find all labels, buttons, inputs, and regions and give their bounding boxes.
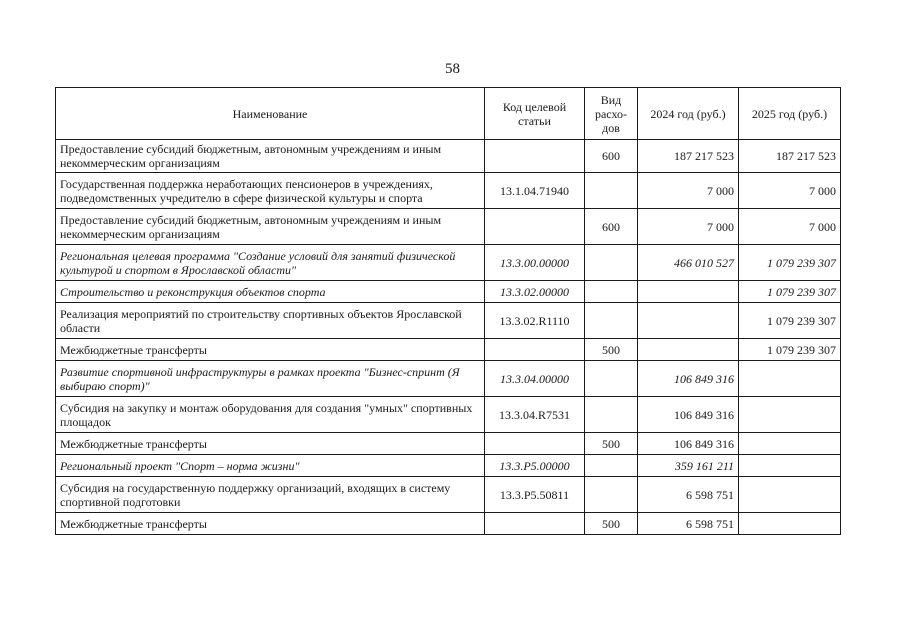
- cell-2024: 7 000: [638, 209, 739, 245]
- cell-2025: 7 000: [739, 209, 841, 245]
- cell-name: Развитие спортивной инфраструктуры в рамках проекта "Бизнес-спринт (Я выбираю спорт)": [56, 361, 485, 397]
- cell-2024: [638, 281, 739, 303]
- header-2024: 2024 год (руб.): [638, 88, 739, 140]
- table-row: [56, 209, 841, 245]
- cell-type: [585, 281, 638, 303]
- cell-2025: [739, 433, 841, 455]
- cell-2024: 7 000: [638, 173, 739, 209]
- cell-2024: 106 849 316: [638, 397, 739, 433]
- cell-2025: 7 000: [739, 173, 841, 209]
- cell-name: Субсидия на закупку и монтаж оборудования для создания "умных" спортивных площадок: [56, 397, 485, 433]
- cell-code: 13.3.00.00000: [485, 245, 585, 281]
- page-number: 58: [445, 61, 460, 77]
- table-row: [56, 455, 841, 477]
- table-row: [56, 361, 841, 397]
- cell-2024: 106 849 316: [638, 361, 739, 397]
- cell-2025: 1 079 239 307: [739, 303, 841, 339]
- cell-code: [485, 140, 585, 173]
- cell-code: [485, 209, 585, 245]
- cell-name: Предоставление субсидий бюджетным, автономным учреждениям и иным некоммерческим организациям: [56, 209, 485, 245]
- table-row: [56, 245, 841, 281]
- cell-2025: [739, 455, 841, 477]
- cell-2024: 187 217 523: [638, 140, 739, 173]
- cell-type: [585, 455, 638, 477]
- cell-code: [485, 433, 585, 455]
- table-row: [56, 281, 841, 303]
- cell-name: Предоставление субсидий бюджетным, автономным учреждениям и иным некоммерческим организациям: [56, 140, 485, 173]
- table-row: [56, 397, 841, 433]
- cell-code: 13.3.02.00000: [485, 281, 585, 303]
- cell-name: Межбюджетные трансферты: [56, 433, 485, 455]
- cell-2025: 1 079 239 307: [739, 281, 841, 303]
- cell-2025: 187 217 523: [739, 140, 841, 173]
- cell-type: 600: [585, 140, 638, 173]
- table-row: [56, 173, 841, 209]
- cell-code: [485, 339, 585, 361]
- cell-type: [585, 245, 638, 281]
- cell-2025: [739, 361, 841, 397]
- cell-name: Строительство и реконструкция объектов спорта: [56, 281, 485, 303]
- table-row: [56, 433, 841, 455]
- cell-2024: [638, 303, 739, 339]
- cell-2024: 6 598 751: [638, 477, 739, 513]
- cell-type: [585, 477, 638, 513]
- table-row: [56, 339, 841, 361]
- cell-2024: 359 161 211: [638, 455, 739, 477]
- header-2025: 2025 год (руб.): [739, 88, 841, 140]
- cell-2024: 466 010 527: [638, 245, 739, 281]
- cell-code: 13.1.04.71940: [485, 173, 585, 209]
- cell-code: 13.3.Р5.50811: [485, 477, 585, 513]
- header-type: Вид расхо-дов: [585, 88, 638, 140]
- cell-2024: 106 849 316: [638, 433, 739, 455]
- cell-2025: [739, 513, 841, 535]
- cell-type: [585, 303, 638, 339]
- cell-name: Межбюджетные трансферты: [56, 513, 485, 535]
- cell-type: [585, 173, 638, 209]
- cell-code: 13.3.04.00000: [485, 361, 585, 397]
- cell-code: 13.3.04.R7531: [485, 397, 585, 433]
- cell-2025: 1 079 239 307: [739, 339, 841, 361]
- cell-name: Реализация мероприятий по строительству спортивных объектов Ярославской области: [56, 303, 485, 339]
- table-row: [56, 303, 841, 339]
- cell-type: 500: [585, 513, 638, 535]
- cell-name: Межбюджетные трансферты: [56, 339, 485, 361]
- cell-code: 13.3.Р5.00000: [485, 455, 585, 477]
- table-header-row: [56, 88, 841, 140]
- header-code: Код целевой статьи: [485, 88, 585, 140]
- cell-name: Региональная целевая программа "Создание условий для занятий физической культурой и спортом в Ярославской области": [56, 245, 485, 281]
- cell-code: [485, 513, 585, 535]
- table-row: [56, 513, 841, 535]
- cell-name: Государственная поддержка неработающих пенсионеров в учреждениях, подведомственных учредителю в сфере физической культуры и спорта: [56, 173, 485, 209]
- cell-name: Региональный проект "Спорт – норма жизни": [56, 455, 485, 477]
- cell-type: 600: [585, 209, 638, 245]
- cell-code: 13.3.02.R1110: [485, 303, 585, 339]
- header-name: Наименование: [56, 88, 485, 140]
- cell-2025: [739, 397, 841, 433]
- cell-type: [585, 397, 638, 433]
- cell-2025: 1 079 239 307: [739, 245, 841, 281]
- cell-2025: [739, 477, 841, 513]
- cell-2024: [638, 339, 739, 361]
- table-row: [56, 140, 841, 173]
- table-row: [56, 477, 841, 513]
- cell-type: 500: [585, 433, 638, 455]
- cell-type: 500: [585, 339, 638, 361]
- cell-2024: 6 598 751: [638, 513, 739, 535]
- budget-table: [55, 87, 841, 535]
- cell-name: Субсидия на государственную поддержку организаций, входящих в систему спортивной подготовки: [56, 477, 485, 513]
- cell-type: [585, 361, 638, 397]
